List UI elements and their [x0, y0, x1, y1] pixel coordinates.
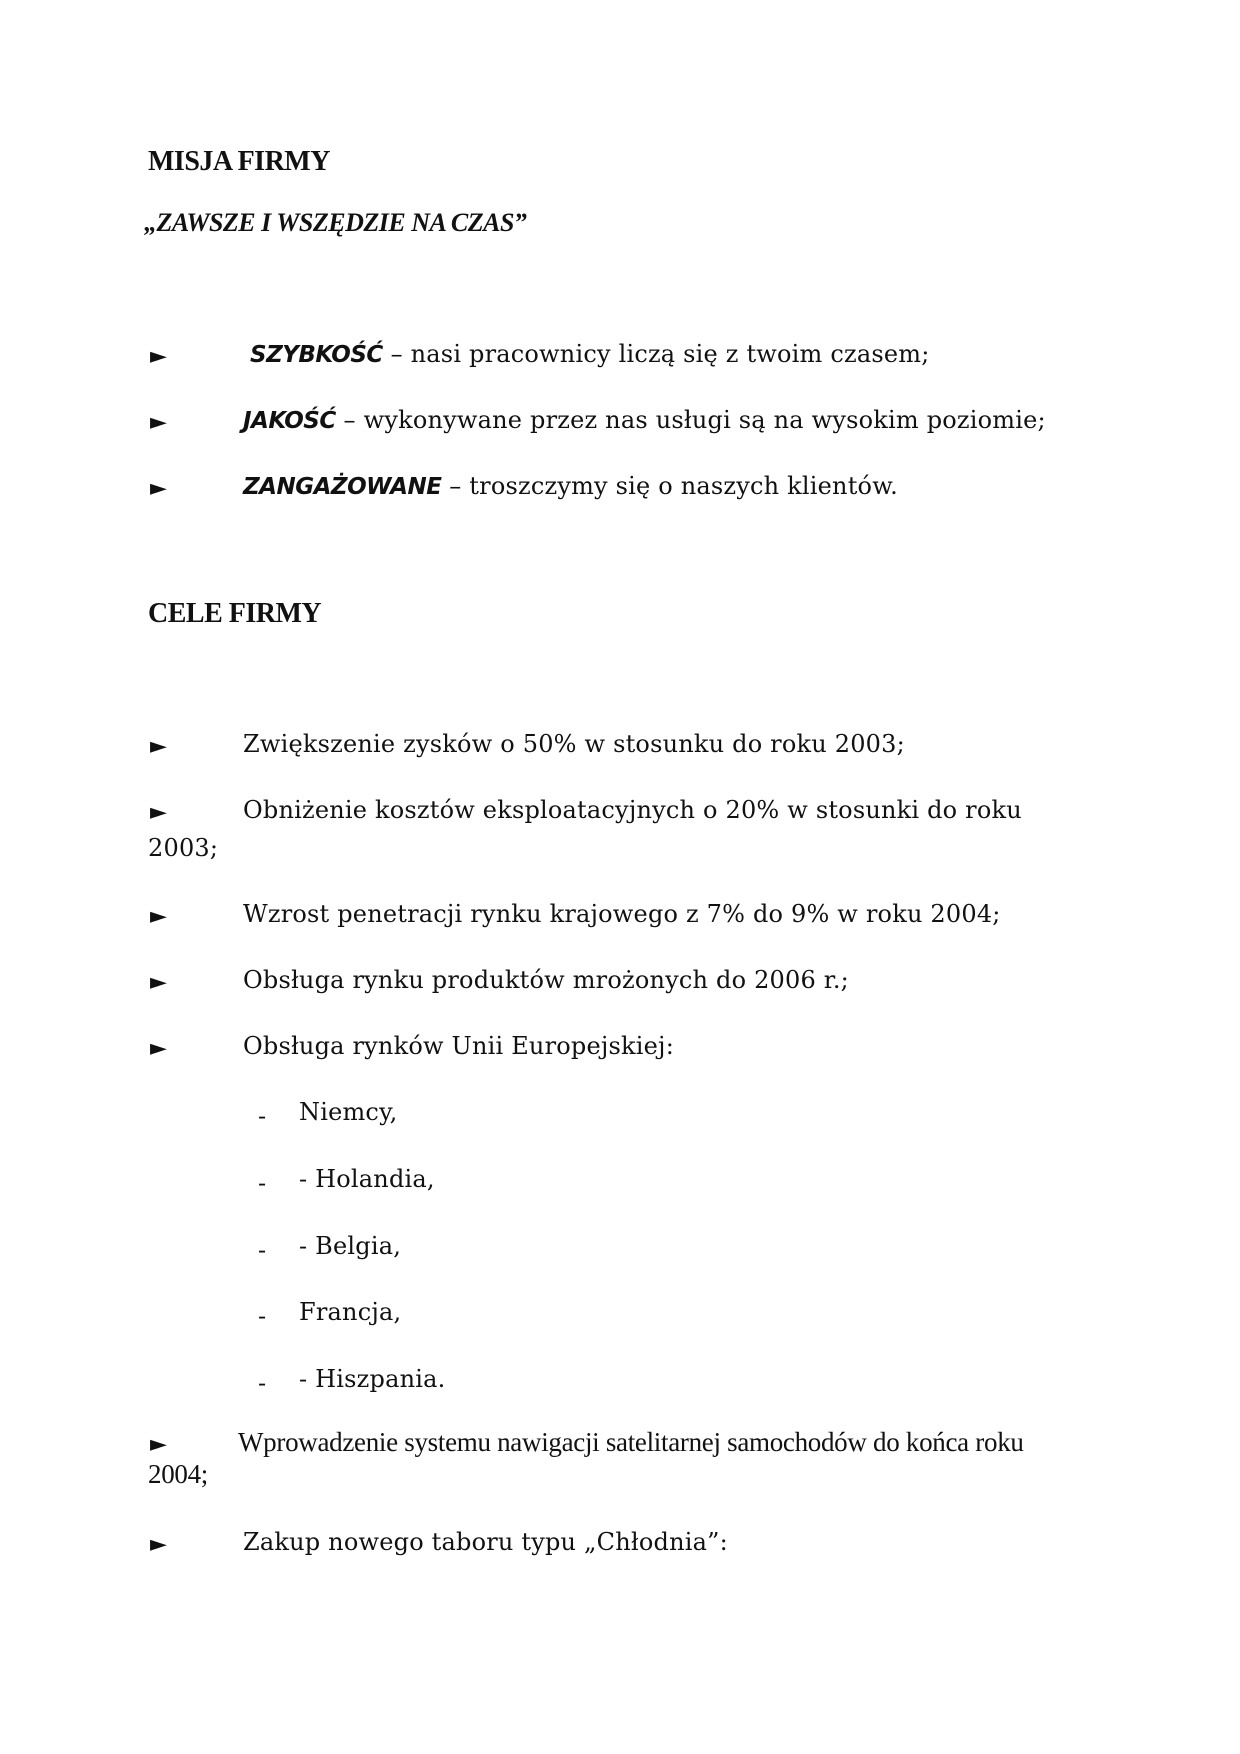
dash-marker: - [258, 1302, 267, 1330]
bullet-arrow-icon: ► [150, 1432, 167, 1457]
bullet-arrow-icon: ► [150, 410, 167, 435]
bullet-arrow-icon: ► [150, 1532, 167, 1557]
dash-marker: - [258, 1236, 267, 1264]
goal-item: Obsługa rynków Unii Europejskiej: [243, 1032, 674, 1060]
mission-item-text: – nasi pracownicy liczą się z twoim czasem; [382, 340, 930, 368]
mission-item [243, 472, 898, 500]
dash-marker: - [258, 1169, 267, 1197]
goal-item-fleet: Zakup nowego taboru typu „Chłodnia”: [243, 1528, 728, 1556]
goal-item-continuation: 2004; [148, 1459, 209, 1489]
country-item: - Hiszpania. [299, 1365, 446, 1393]
mission-keyword: ZANGAŻOWANE [243, 474, 442, 500]
goal-item-satellite: Wprowadzenie systemu nawigacji satelitarnej samochodów do końca roku [238, 1427, 1024, 1457]
mission-item-text: – troszczymy się o naszych klientów. [441, 472, 898, 500]
bullet-arrow-icon: ► [150, 800, 167, 825]
bullet-arrow-icon: ► [150, 904, 167, 929]
mission-motto: „ZAWSZE I WSZĘDZIE NA CZAS” [144, 208, 527, 237]
country-item: - Belgia, [299, 1232, 402, 1260]
mission-heading: MISJA FIRMY [148, 146, 330, 177]
mission-keyword: JAKOŚĆ [243, 408, 336, 434]
country-item: Francja, [299, 1298, 402, 1326]
country-item: - Holandia, [299, 1165, 435, 1193]
bullet-arrow-icon: ► [150, 344, 167, 369]
goals-heading: CELE FIRMY [148, 598, 322, 629]
bullet-arrow-icon: ► [150, 970, 167, 995]
mission-item [243, 406, 1046, 434]
mission-item-text: – wykonywane przez nas usługi są na wysokim poziomie; [335, 406, 1046, 434]
mission-item [250, 340, 930, 368]
bullet-arrow-icon: ► [150, 734, 167, 759]
bullet-arrow-icon: ► [150, 1036, 167, 1061]
dash-marker: - [258, 1102, 267, 1130]
goal-item: Obniżenie kosztów eksploatacyjnych o 20% w stosunki do roku [243, 796, 1022, 824]
dash-marker: - [258, 1369, 267, 1397]
bullet-arrow-icon: ► [150, 476, 167, 501]
mission-keyword: SZYBKOŚĆ [250, 342, 383, 368]
goal-item: Obsługa rynku produktów mrożonych do 2006 r.; [243, 966, 849, 994]
goal-item-continuation: 2003; [148, 834, 219, 862]
goal-item: Wzrost penetracji rynku krajowego z 7% do 9% w roku 2004; [243, 900, 1001, 928]
goal-item: Zwiększenie zysków o 50% w stosunku do roku 2003; [243, 730, 905, 758]
country-item: Niemcy, [299, 1098, 398, 1126]
